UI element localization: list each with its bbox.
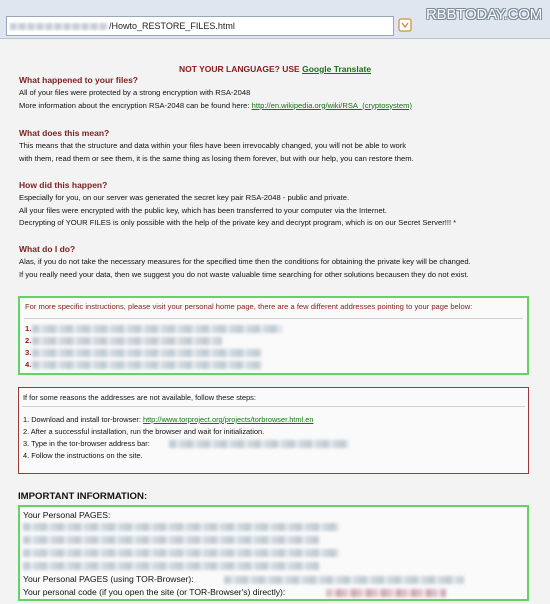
blurred-address-link[interactable]: [32, 325, 282, 333]
blurred-address-link[interactable]: [32, 337, 222, 345]
browser-address-bar: [0, 0, 550, 39]
divider: [22, 406, 525, 407]
tor-intro: If for some reasons the addresses are not available, follow these steps:: [23, 393, 256, 402]
torproject-link[interactable]: http://www.torproject.org/projects/torbrowser.html.en: [142, 415, 314, 424]
personal-pages-box: [18, 296, 529, 375]
google-translate-link[interactable]: Google Translate: [302, 64, 372, 74]
text-line: If you really need your data, then we suggest you do not waste valuable time searching for other solutions becausen they do not exist.: [19, 269, 469, 279]
text-line: All of your files were protected by a strong encryption with RSA-2048: [19, 88, 251, 97]
tor-step-1: 1. Download and install tor-browser: http://www.torproject.org/projects/torbrowser.html.en: [23, 415, 314, 424]
tor-pages-label: Your Personal PAGES (using TOR-Browser):: [23, 574, 194, 584]
blurred-personal-link[interactable]: [23, 523, 339, 531]
text-line: This means that the structure and data within your files have been irrevocably changed, you will not be able to work: [19, 141, 407, 150]
blurred-url-prefix: [10, 23, 108, 30]
address-number: 4.: [25, 360, 32, 369]
address-number: 2.: [25, 336, 32, 345]
personal-info-box: [18, 505, 529, 601]
tor-step-3: 3. Type in the tor-browser address bar:: [23, 439, 150, 448]
blurred-personal-code: [326, 589, 446, 597]
divider: [24, 318, 523, 319]
personal-pages-label: Your Personal PAGES:: [23, 510, 111, 520]
address-number: 3.: [25, 348, 32, 357]
url-field[interactable]: [6, 16, 394, 36]
page-title: NOT YOUR LANGUAGE? USE Google Translate: [178, 64, 372, 74]
blurred-personal-link[interactable]: [23, 562, 319, 570]
wikipedia-link[interactable]: http://en.wikipedia.org/wiki/RSA_(cryptosystem): [251, 100, 412, 110]
personal-pages-intro: For more specific instructions, please visit your personal home page, there are a few different addresses pointing to your page below:: [25, 302, 473, 311]
tor-step-2: 2. After a successful installation, run the browser and wait for initialization.: [23, 427, 265, 436]
text-line: Decrypting of YOUR FILES is only possible with the help of the private key and decrypt program, which is on our Secret Server!!! *: [19, 218, 457, 227]
heading-what-happened: What happened to your files?: [19, 75, 139, 85]
blurred-address-link[interactable]: [32, 349, 262, 357]
favicon-icon: [398, 18, 412, 32]
personal-code-label: Your personal code (if you open the site (or TOR-Browser's) directly):: [23, 587, 286, 597]
blurred-address-link[interactable]: [32, 361, 262, 369]
encryption-info-line: More information about the encryption RSA-2048 can be found here: http://en.wikipedia.org/wiki/RSA_(cryptosystem): [19, 100, 412, 110]
ransom-note-page: [0, 39, 550, 604]
blurred-tor-link[interactable]: [224, 576, 464, 584]
important-heading: IMPORTANT INFORMATION:: [18, 491, 148, 502]
blurred-personal-link[interactable]: [23, 536, 319, 544]
blurred-onion-address: [169, 440, 349, 448]
address-number: 1.: [25, 324, 32, 333]
text-line: Alas, if you do not take the necessary measures for the specified time then the conditions for obtaining the private key will be changed.: [19, 257, 471, 266]
tor-step-4: 4. Follow the instructions on the site.: [23, 451, 143, 460]
heading-what-do-i-do: What do I do?: [19, 244, 76, 254]
text-line: All your files were encrypted with the public key, which has been transferred to your computer via the Internet.: [19, 205, 387, 215]
text-line: Especially for you, on our server was generated the secret key pair RSA-2048 - public and private.: [19, 193, 350, 202]
heading-how-did-this-happen: How did this happen?: [19, 180, 108, 190]
blurred-personal-link[interactable]: [23, 549, 339, 557]
watermark-logo: RBBTODAY.COM: [426, 6, 542, 23]
tor-instructions-box: [18, 387, 529, 474]
text-line: with them, read them or see them, it is the same thing as losing them forever, but with our help, you can restore them.: [19, 153, 414, 163]
url-file-path: /Howto_RESTORE_FILES.html: [109, 21, 235, 31]
heading-what-does-this-mean: What does this mean?: [19, 128, 110, 138]
